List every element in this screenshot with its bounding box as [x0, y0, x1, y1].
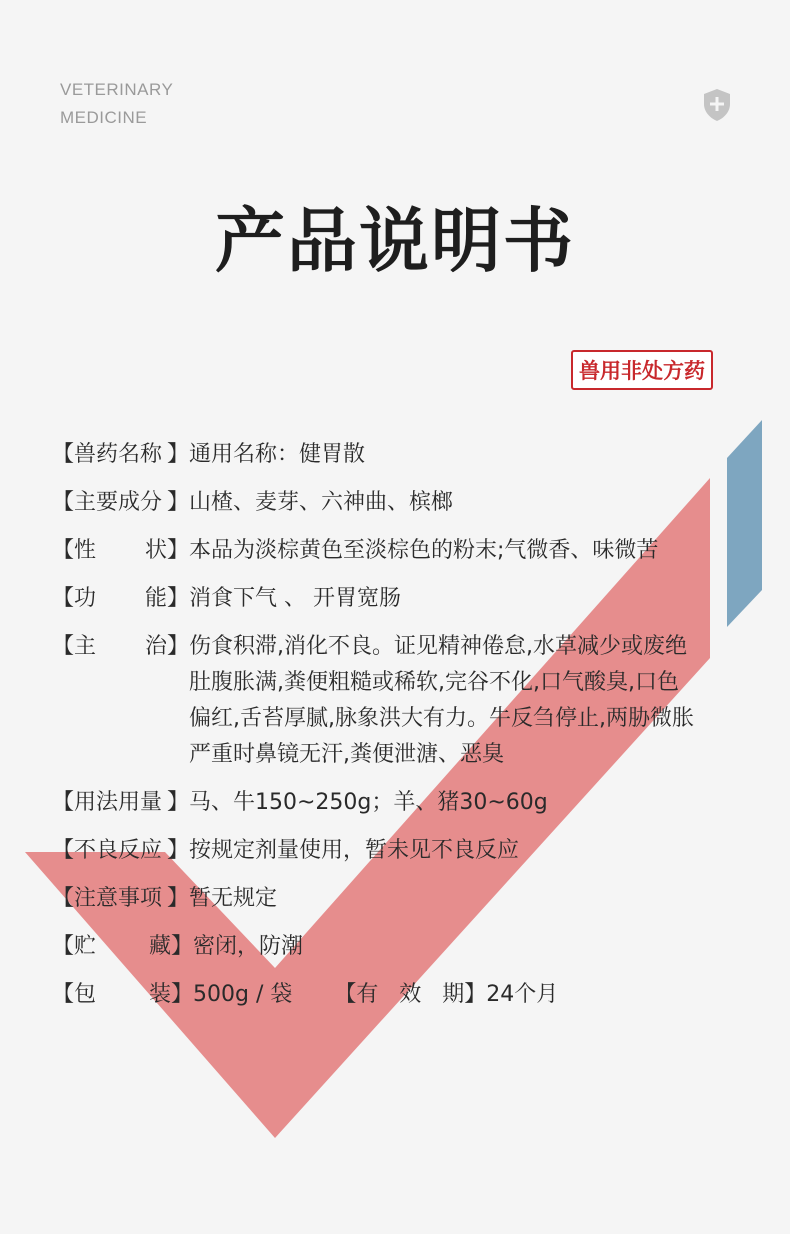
brand-text	[60, 76, 173, 132]
brand-line-1: VETERINARY	[60, 80, 174, 99]
spec-value: 按规定剂量使用，暂未见不良反应	[189, 838, 520, 863]
spec-value: 马、牛150~250g；羊、猪30~60g	[189, 790, 548, 815]
spec-row-name	[52, 437, 752, 473]
spec-value: 500g / 袋 【有 效 期】24个月	[193, 982, 559, 1007]
spec-row-indications	[52, 629, 752, 773]
spec-value: 山楂、麦芽、六神曲、槟榔	[189, 490, 454, 515]
spec-row-properties	[52, 533, 752, 569]
spec-row-notes	[52, 881, 752, 917]
spec-label: 【不良反应 】	[52, 838, 189, 863]
spec-label: 【功 能】	[52, 586, 189, 611]
spec-value: 暂无规定	[189, 886, 278, 911]
spec-label: 【主要成分 】	[52, 490, 189, 515]
spec-list	[52, 437, 752, 1025]
spec-row-adverse	[52, 833, 752, 869]
spec-label: 【包 装】	[52, 982, 193, 1007]
spec-label: 【贮 藏】	[52, 934, 193, 959]
spec-value: 消食下气 、 开胃宽肠	[189, 586, 401, 611]
spec-row-dosage	[52, 785, 752, 821]
spec-row-function	[52, 581, 752, 617]
spec-label: 【性 状】	[52, 538, 189, 563]
spec-value: 本品为淡棕黄色至淡棕色的粉末;气微香、味微苦	[189, 538, 659, 563]
spec-label: 【兽药名称 】	[52, 442, 189, 467]
spec-value: 密闭，防潮	[193, 934, 304, 959]
page-title: 产品说明书	[215, 199, 575, 282]
spec-row-package	[52, 977, 752, 1013]
spec-row-ingredients	[52, 485, 752, 521]
spec-label: 【注意事项 】	[52, 886, 189, 911]
spec-value: 通用名称：健胃散	[189, 442, 366, 467]
spec-value: 伤食积滞,消化不良。证见精神倦怠,水草减少或废绝 肚腹胀满,粪便粗糙或稀软,完谷不化,口气酸臭,口色 偏红,舌苔厚腻,脉象洪大有力。牛反刍停止,两胁微胀 严重时鼻镜无汗,粪便泄溏、恶臭	[189, 634, 694, 767]
otc-badge: 兽用非处方药	[571, 350, 713, 390]
spec-label: 【用法用量 】	[52, 790, 189, 815]
spec-label: 【主 治】	[52, 634, 189, 659]
spec-row-storage	[52, 929, 752, 965]
shield-plus-icon	[702, 88, 732, 122]
brand-line-2: MEDICINE	[60, 108, 148, 127]
